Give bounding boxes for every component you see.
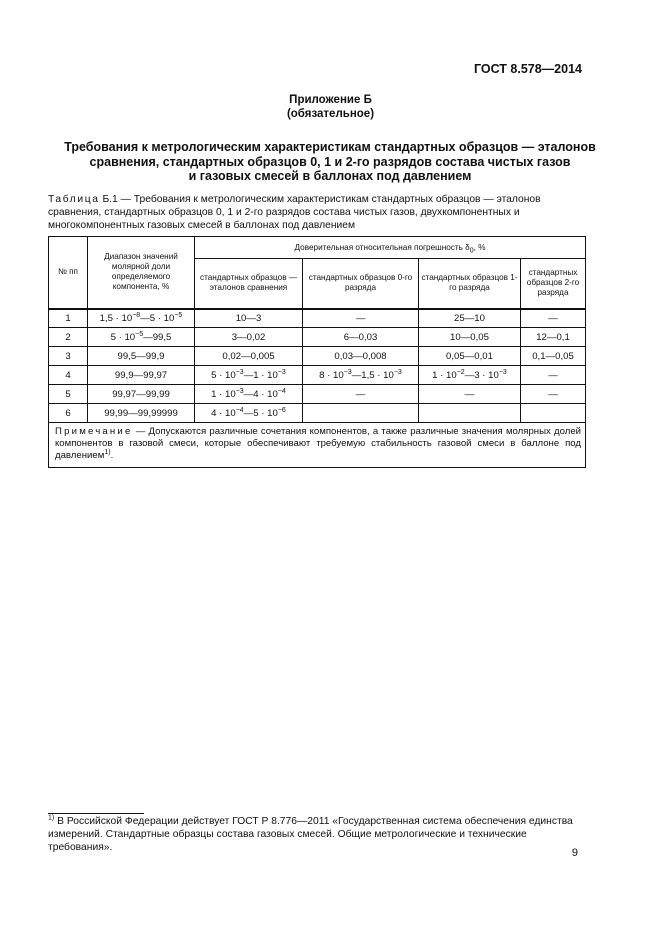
cell-range: 99,9—99,97 (88, 366, 195, 385)
header-reference-samples: стандартных образцов — эталонов сравнения (195, 259, 303, 309)
table-row (49, 404, 586, 423)
cell-reference (195, 366, 303, 385)
range-a: 1,5 · 10 (99, 312, 133, 324)
page-number: 9 (571, 847, 578, 859)
header-grade-2: стандартных образцов 2-го разряда (521, 259, 586, 309)
standard-code: ГОСТ 8.578—2014 (473, 62, 582, 76)
cell-grade-1: 25—10 (419, 309, 521, 328)
value-b-exp: −3 (498, 368, 507, 376)
table-caption-text: Б.1 — Требования к метрологическим характеристикам стандартных образцов — эталонов сравнения, стандартных образцов 0, 1 и 2-го разрядов состава чистых газов, двухкомпонентных и многокомпонентных газовых смесей в баллонах под давлением (48, 194, 541, 231)
cell-number: 1 (49, 309, 88, 328)
cell-number: 4 (49, 366, 88, 385)
note-footnote-ref: 1) (104, 448, 111, 456)
header-uncertainty-unit: , % (473, 242, 486, 252)
table-caption-label: Таблица (48, 194, 100, 205)
cell-range: 99,97—99,99 (88, 385, 195, 404)
range-a-exp: −8 (132, 311, 141, 319)
note-label: Примечание (55, 426, 133, 437)
header-uncertainty-group (195, 237, 586, 259)
title-line-2: сравнения, стандартных образцов 0, 1 и 2-го разрядов состава чистых газов (89, 154, 571, 169)
cell-grade-2: — (521, 385, 586, 404)
cell-grade-0: — (303, 309, 419, 328)
cell-reference: 0,02—0,005 (195, 347, 303, 366)
cell-grade-1 (419, 404, 521, 423)
value-b-exp: −6 (277, 406, 286, 414)
appendix-heading (0, 93, 661, 121)
cell-grade-1: 10—0,05 (419, 328, 521, 347)
header-number: № пп (49, 237, 88, 309)
cell-grade-1: — (419, 385, 521, 404)
value-b: —1 · 10 (243, 369, 278, 381)
cell-range: 99,99—99,99999 (88, 404, 195, 423)
appendix-title: Приложение Б (289, 94, 372, 106)
cell-grade-0 (303, 404, 419, 423)
value-a: 1 · 10 (211, 388, 236, 400)
cell-grade-0: 6—0,03 (303, 328, 419, 347)
header-grade-1: стандартных образцов 1-го разряда (419, 259, 521, 309)
cell-grade-2: — (521, 366, 586, 385)
cell-range (88, 328, 195, 347)
header-uncertainty-sub: 0 (469, 247, 474, 255)
cell-number: 2 (49, 328, 88, 347)
header-uncertainty-text: Доверительная относительная погрешность δ (294, 242, 470, 252)
value-b: —3 · 10 (464, 369, 499, 381)
range-a-exp: −5 (135, 330, 144, 338)
table-row (49, 366, 586, 385)
requirements-table (48, 236, 586, 468)
value-b-exp: −3 (393, 368, 402, 376)
cell-grade-2: 12—0,1 (521, 328, 586, 347)
range-b: —5 · 10 (140, 312, 175, 324)
header-range: Диапазон значений молярной доли определяемого компонента, % (88, 237, 195, 309)
footnote (48, 815, 588, 854)
value-a: 8 · 10 (319, 369, 344, 381)
value-a-exp: −4 (235, 406, 244, 414)
cell-grade-2 (521, 404, 586, 423)
range-a: 5 · 10 (110, 331, 136, 343)
footnote-divider (48, 813, 144, 814)
table-note-row (49, 423, 586, 468)
value-a-exp: −3 (235, 368, 244, 376)
cell-grade-0: — (303, 385, 419, 404)
value-b: —5 · 10 (243, 407, 278, 419)
cell-number: 3 (49, 347, 88, 366)
cell-grade-2: 0,1—0,05 (521, 347, 586, 366)
range-b-exp: −5 (174, 311, 183, 319)
table-row (49, 347, 586, 366)
cell-reference: 3—0,02 (195, 328, 303, 347)
table-caption (48, 193, 588, 232)
cell-reference: 10—3 (195, 309, 303, 328)
cell-range: 99,5—99,9 (88, 347, 195, 366)
footnote-ref: 1) (48, 814, 55, 822)
cell-reference (195, 404, 303, 423)
footnote-text: В Российской Федерации действует ГОСТ Р 8.776—2011 «Государственная система обеспечения единства измерений. Стандартные образцы состава газовых смесей. Общие метрологические и технические требования». (48, 816, 573, 853)
cell-number: 6 (49, 404, 88, 423)
cell-grade-1 (419, 366, 521, 385)
value-a-exp: −3 (343, 368, 352, 376)
note-end: . (110, 450, 114, 461)
appendix-requirements-title (60, 140, 600, 184)
note-text: — Допускаются различные сочетания компонентов, а также различные значения молярных долей компонентов в газовой смеси, которые обеспечивают требуемую стабильность газовой смеси в баллоне под давлением (55, 426, 582, 461)
table-row (49, 385, 586, 404)
cell-number: 5 (49, 385, 88, 404)
table-row (49, 309, 586, 328)
cell-grade-2: — (521, 309, 586, 328)
value-b-exp: −4 (277, 387, 286, 395)
header-grade-0: стандартных образцов 0-го разряда (303, 259, 419, 309)
title-line-1: Требования к метрологическим характеристикам стандартных образцов — эталонов (64, 140, 596, 154)
cell-grade-0 (303, 366, 419, 385)
value-a: 5 · 10 (211, 369, 236, 381)
table-note (49, 423, 586, 468)
value-b: —1,5 · 10 (351, 369, 394, 381)
appendix-status: (обязательное) (286, 108, 375, 120)
value-a: 1 · 10 (432, 369, 457, 381)
value-a: 4 · 10 (211, 407, 236, 419)
value-b: —4 · 10 (243, 388, 278, 400)
value-a-exp: −2 (456, 368, 465, 376)
cell-range (88, 309, 195, 328)
title-line-3: и газовых смесей в баллонах под давлением (188, 169, 472, 183)
table-row (49, 328, 586, 347)
cell-grade-0: 0,03—0,008 (303, 347, 419, 366)
cell-grade-1: 0,05—0,01 (419, 347, 521, 366)
range-b: —99,5 (143, 331, 172, 343)
value-a-exp: −3 (235, 387, 244, 395)
cell-reference (195, 385, 303, 404)
value-b-exp: −3 (277, 368, 286, 376)
